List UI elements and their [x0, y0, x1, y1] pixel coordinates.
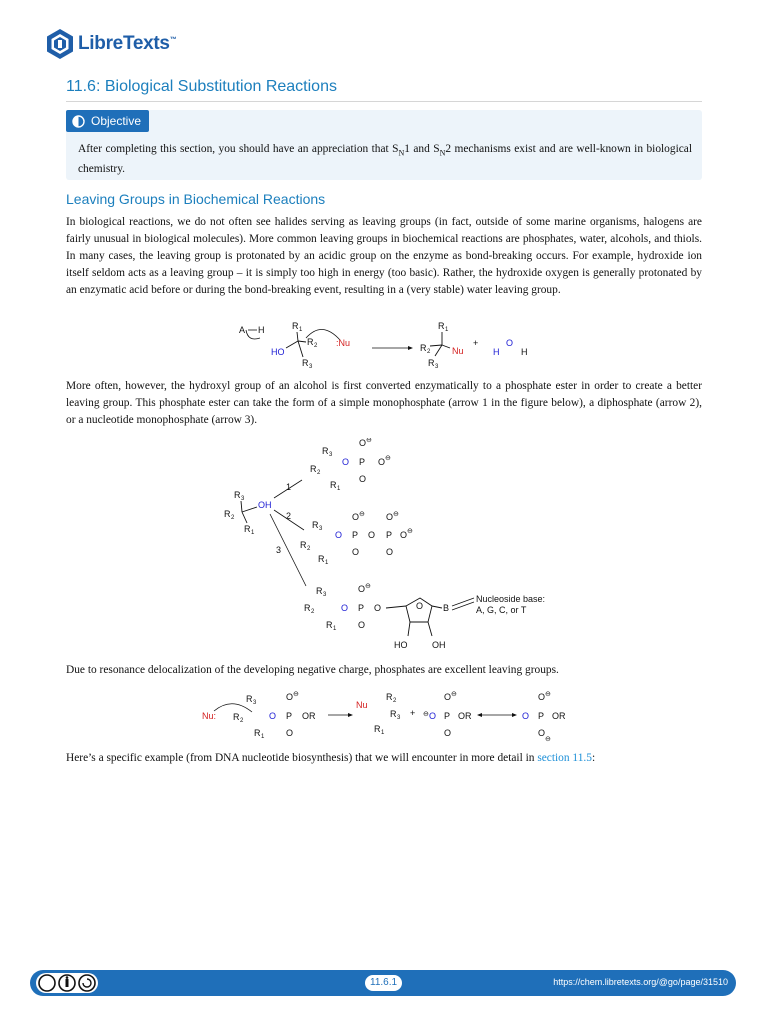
svg-text:Nu: Nu [452, 346, 464, 356]
svg-text:O: O [358, 620, 366, 630]
svg-text:H: H [521, 347, 528, 357]
svg-text:3: 3 [329, 452, 333, 458]
svg-text:R: R [330, 480, 337, 490]
svg-text:⊖: ⊖ [365, 583, 371, 590]
svg-text:⊖: ⊖ [366, 438, 372, 444]
svg-text:O: O [378, 457, 386, 467]
svg-text:O: O [506, 338, 514, 348]
svg-text:O: O [400, 530, 408, 540]
svg-text:⊖: ⊖ [407, 528, 413, 535]
svg-text:O: O [286, 692, 294, 702]
svg-text:O: O [386, 547, 394, 557]
svg-text:O: O [522, 711, 530, 721]
svg-text:R: R [390, 709, 397, 719]
objective-label: Objective [91, 114, 142, 128]
svg-text:⊖: ⊖ [293, 691, 299, 698]
svg-text:R: R [304, 603, 311, 613]
svg-text:1: 1 [261, 734, 265, 740]
svg-text:R: R [326, 620, 333, 630]
svg-text:R: R [438, 321, 445, 331]
svg-text:2: 2 [240, 718, 244, 724]
svg-text:⊖: ⊖ [423, 711, 429, 718]
acid-label: A [239, 325, 246, 335]
arrow-2-label: 2 [286, 511, 292, 521]
svg-text:R: R [302, 358, 309, 368]
base-letter: B [443, 603, 450, 613]
svg-text:3: 3 [435, 364, 439, 370]
svg-text:R: R [312, 520, 319, 530]
paragraph-4: Here’s a specific example (from DNA nucleotide biosynthesis) that we will encounter in more detail in section 11.5: [66, 752, 596, 764]
svg-text:P: P [359, 457, 366, 467]
svg-text:H: H [258, 325, 265, 335]
svg-text:R: R [310, 464, 317, 474]
svg-text:3: 3 [323, 592, 327, 598]
logo-text[interactable]: LibreTexts™ [78, 33, 177, 54]
nucleoside-base-label: Nucleoside base: [476, 594, 546, 604]
svg-text:R: R [224, 509, 231, 519]
svg-text:O: O [538, 728, 546, 738]
svg-text:O: O [358, 584, 366, 594]
svg-text:2: 2 [311, 609, 315, 615]
libretexts-logo-icon[interactable] [46, 28, 74, 60]
svg-text:R: R [322, 446, 329, 456]
svg-text:1: 1 [381, 730, 385, 736]
svg-text:⊖: ⊖ [385, 455, 391, 462]
svg-text:1: 1 [325, 560, 329, 566]
svg-text:⊖: ⊖ [545, 691, 551, 698]
svg-text:H: H [493, 347, 500, 357]
paragraph-2: More often, however, the hydroxyl group of an alcohol is first converted enzymatically to a phosphate ester in order to create a better leaving group. This phosphate ester can take the form of a simple monophosphate (arrow 1 in the figure below), a diphosphate (arrow 2), or a nucleotide monophosphate (arrow 3). [66, 380, 702, 426]
svg-text:3: 3 [319, 526, 323, 532]
nucleoside-base-options: A, G, C, or T [476, 605, 527, 615]
svg-text:R: R [318, 554, 325, 564]
svg-text:2: 2 [314, 343, 318, 349]
svg-text:⊖: ⊖ [359, 511, 365, 518]
page-url[interactable]: https://chem.libretexts.org/@go/page/31510 [553, 977, 728, 987]
oh-label: OH [258, 500, 272, 510]
svg-text:2: 2 [231, 515, 235, 521]
cc-license-badge[interactable] [36, 973, 98, 993]
svg-text:O: O [335, 530, 343, 540]
svg-text:R: R [254, 728, 261, 738]
svg-text:1: 1 [251, 530, 255, 536]
page-number: 11.6.1 [365, 975, 402, 991]
svg-text:Nu: Nu [356, 700, 368, 710]
svg-text:O: O [352, 512, 360, 522]
svg-text:3: 3 [309, 364, 313, 370]
svg-text:2: 2 [307, 546, 311, 552]
svg-text:O: O [359, 474, 367, 484]
objective-box [66, 110, 702, 180]
arrow-3-label: 3 [276, 545, 282, 555]
svg-text:OR: OR [552, 711, 566, 721]
hydroxyl-label: HO [271, 347, 285, 357]
svg-text:R: R [307, 337, 314, 347]
svg-text:P: P [538, 711, 545, 721]
title-divider [66, 101, 702, 102]
svg-text:3: 3 [253, 700, 257, 706]
svg-text:2: 2 [393, 698, 397, 704]
cc-license-icon [36, 973, 98, 993]
svg-text:O: O [416, 601, 424, 611]
svg-text:O: O [352, 547, 360, 557]
svg-text:1: 1 [337, 486, 341, 492]
svg-text:OH: OH [432, 640, 446, 650]
svg-text:3: 3 [397, 715, 401, 721]
svg-text:O: O [342, 457, 350, 467]
figure-phosphate-resonance [196, 686, 586, 742]
figure-phosphate-esters [220, 438, 550, 654]
svg-text:O: O [368, 530, 376, 540]
section-link[interactable]: section 11.5 [537, 752, 592, 764]
svg-text:P: P [444, 711, 451, 721]
page-footer [30, 970, 736, 996]
svg-text:+: + [473, 338, 479, 348]
arrow-1-label: 1 [286, 482, 292, 492]
svg-text:R: R [244, 524, 251, 534]
svg-text:3: 3 [241, 496, 245, 502]
svg-text:R: R [428, 358, 435, 368]
svg-text:1: 1 [299, 327, 303, 333]
svg-text:R: R [233, 712, 240, 722]
svg-text:R: R [420, 343, 427, 353]
figure-water-leaving-group [230, 318, 540, 376]
svg-text:R: R [374, 724, 381, 734]
svg-text:P: P [358, 603, 365, 613]
svg-text:O: O [386, 512, 394, 522]
svg-text:P: P [352, 530, 359, 540]
svg-text:O: O [444, 692, 452, 702]
nucleophile-label: :Nu [336, 338, 351, 348]
svg-text:O: O [341, 603, 349, 613]
svg-text:O: O [269, 711, 277, 721]
svg-text:⊖: ⊖ [545, 736, 551, 742]
section-heading: Leaving Groups in Biochemical Reactions [66, 191, 326, 207]
svg-text:⊖: ⊖ [393, 511, 399, 518]
svg-text:OR: OR [302, 711, 316, 721]
svg-text:R: R [300, 540, 307, 550]
paragraph-3: Due to resonance delocalization of the developing negative charge, phosphates are excellent leaving groups. [66, 664, 559, 676]
page-title: 11.6: Biological Substitution Reactions [66, 78, 337, 95]
svg-text:OR: OR [458, 711, 472, 721]
svg-text:O: O [429, 711, 437, 721]
svg-text:R: R [386, 692, 393, 702]
svg-text:⊖: ⊖ [451, 691, 457, 698]
svg-text:O: O [538, 692, 546, 702]
svg-text:Nu:: Nu: [202, 711, 217, 721]
svg-text:R: R [246, 694, 253, 704]
paragraph-1: In biological reactions, we do not often see halides serving as leaving groups (in fact, outside of some marine organisms, halogens are fairly unusual in biological molecules). More common leaving groups in biochemical reactions are phosphates, water, alcohols, and thiols. In many cases, the leaving group is protonated by an acidic group on the enzyme as bond-breaking occurs. For example, hydroxide ion itself seldom acts as a leaving group – it is simply too high in energy (too basic). Rather, the hydroxide oxygen is generally protonated by an enzymatic acid before or during the bond-breaking event, resulting in a (very stable) water leaving group. [66, 216, 702, 296]
svg-text:R: R [316, 586, 323, 596]
site-header [46, 26, 176, 62]
svg-text:2: 2 [317, 470, 321, 476]
objective-text: After completing this section, you should have an appreciation that $S_N1$ and $S_N2$ mechanisms exist and are well-known in biological chemistry. [78, 143, 693, 176]
svg-text:O: O [286, 728, 294, 738]
svg-text:O: O [444, 728, 452, 738]
svg-text:+: + [410, 708, 416, 718]
svg-text:P: P [286, 711, 293, 721]
objective-badge [66, 110, 149, 132]
svg-text:1: 1 [333, 626, 337, 632]
svg-text:R: R [292, 321, 299, 331]
svg-text:HO: HO [394, 640, 408, 650]
svg-text:1: 1 [445, 327, 449, 333]
objective-icon [72, 115, 85, 128]
svg-text:P: P [386, 530, 393, 540]
svg-text:O: O [374, 603, 382, 613]
svg-text:R: R [234, 490, 241, 500]
svg-text:2: 2 [427, 349, 431, 355]
svg-text:O: O [359, 438, 367, 448]
